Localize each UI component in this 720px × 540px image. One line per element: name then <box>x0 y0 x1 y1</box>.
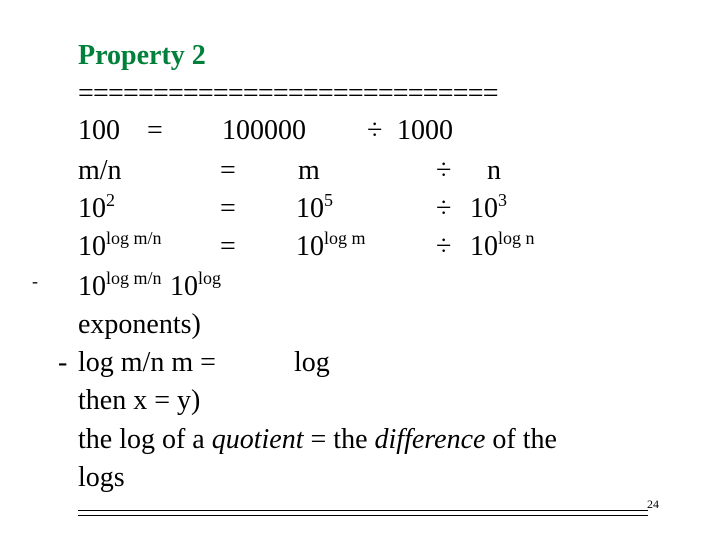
footer-rule-bottom <box>78 515 648 516</box>
row-exponents: exponents) <box>78 309 201 340</box>
page-number: 24 <box>647 497 659 511</box>
row-logs: logs <box>78 462 125 493</box>
footer-rule-top <box>78 510 648 511</box>
row-then: then x = y) <box>78 385 201 416</box>
slide-title: Property 2 <box>78 40 206 71</box>
row-quotient-rule: the log of a quotient = the difference of the <box>78 424 557 455</box>
equals-divider: ============================ <box>78 78 498 109</box>
